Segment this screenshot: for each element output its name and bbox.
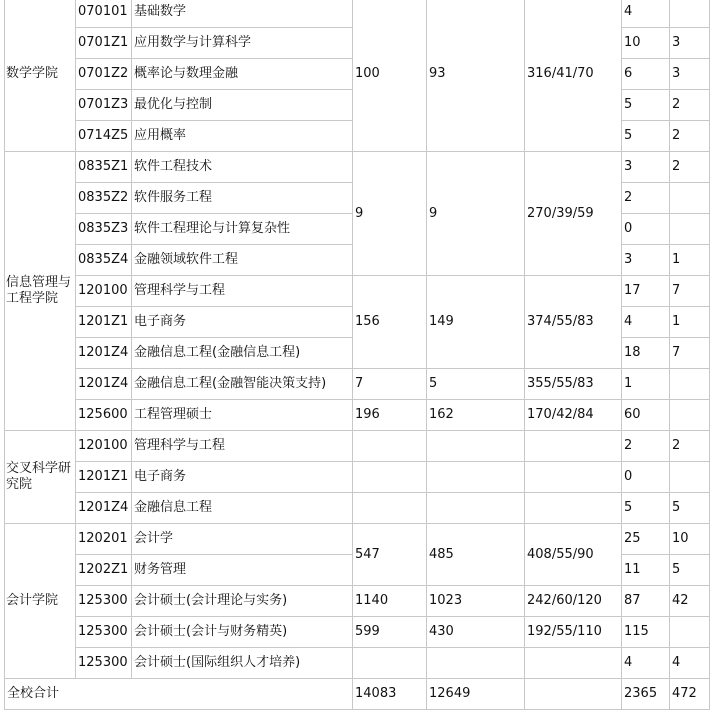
admitted-cell: 9 [427, 152, 525, 276]
admitted-cell: 162 [427, 400, 525, 431]
major-cell: 软件服务工程 [132, 183, 353, 214]
admitted-cell: 485 [427, 524, 525, 586]
enrolled-cell: 0 [622, 214, 670, 245]
enrolled-cell: 1 [622, 369, 670, 400]
major-cell: 金融信息工程(金融信息工程) [132, 338, 353, 369]
enrolled-cell: 115 [622, 617, 670, 648]
scores-cell: 170/42/84 [525, 400, 622, 431]
extra-cell [670, 183, 710, 214]
admitted-cell [427, 493, 525, 524]
major-cell: 软件工程理论与计算复杂性 [132, 214, 353, 245]
admitted-cell [427, 431, 525, 462]
applicants-cell: 100 [353, 0, 427, 152]
table-row [5, 0, 710, 28]
table-row [5, 276, 710, 307]
extra-cell [670, 462, 710, 493]
applicants-cell [353, 431, 427, 462]
code-cell: 1201Z4 [76, 338, 132, 369]
enrolled-cell: 5 [622, 90, 670, 121]
major-cell: 电子商务 [132, 462, 353, 493]
table-row [5, 648, 710, 679]
applicants-cell: 599 [353, 617, 427, 648]
code-cell: 1201Z1 [76, 307, 132, 338]
extra-cell: 2 [670, 152, 710, 183]
enrolled-cell: 17 [622, 276, 670, 307]
admitted-cell: 1023 [427, 586, 525, 617]
extra-cell [670, 0, 710, 28]
scores-cell [525, 431, 622, 462]
major-cell: 工程管理硕士 [132, 400, 353, 431]
scores-cell [525, 493, 622, 524]
total-admitted: 12649 [427, 679, 525, 710]
code-cell: 0835Z1 [76, 152, 132, 183]
extra-cell: 3 [670, 59, 710, 90]
scores-cell: 242/60/120 [525, 586, 622, 617]
major-cell: 管理科学与工程 [132, 276, 353, 307]
total-label: 全校合计 [5, 679, 353, 710]
enrolled-cell: 0 [622, 462, 670, 493]
enrolled-cell: 3 [622, 245, 670, 276]
admitted-cell: 430 [427, 617, 525, 648]
college-cell: 信息管理与工程学院 [5, 152, 76, 431]
enrolled-cell: 2 [622, 183, 670, 214]
table-row [5, 493, 710, 524]
total-enrolled: 2365 [622, 679, 670, 710]
admitted-cell: 149 [427, 276, 525, 369]
scores-cell: 316/41/70 [525, 0, 622, 152]
enrolled-cell: 6 [622, 59, 670, 90]
enrolled-cell: 2 [622, 431, 670, 462]
code-cell: 0714Z5 [76, 121, 132, 152]
extra-cell: 4 [670, 648, 710, 679]
applicants-cell: 9 [353, 152, 427, 276]
college-cell: 会计学院 [5, 524, 76, 679]
code-cell: 0701Z1 [76, 28, 132, 59]
scores-cell [525, 462, 622, 493]
extra-cell: 5 [670, 493, 710, 524]
code-cell: 120100 [76, 431, 132, 462]
enrolled-cell: 5 [622, 493, 670, 524]
applicants-cell: 196 [353, 400, 427, 431]
admitted-cell: 5 [427, 369, 525, 400]
major-cell: 应用数学与计算科学 [132, 28, 353, 59]
admitted-cell [427, 462, 525, 493]
code-cell: 1201Z4 [76, 369, 132, 400]
extra-cell [670, 617, 710, 648]
applicants-cell: 1140 [353, 586, 427, 617]
enrolled-cell: 11 [622, 555, 670, 586]
enrolled-cell: 4 [622, 307, 670, 338]
extra-cell: 7 [670, 338, 710, 369]
code-cell: 0835Z4 [76, 245, 132, 276]
code-cell: 0701Z3 [76, 90, 132, 121]
extra-cell: 7 [670, 276, 710, 307]
major-cell: 会计硕士(会计理论与实务) [132, 586, 353, 617]
applicants-cell [353, 648, 427, 679]
table-row [5, 617, 710, 648]
enrolled-cell: 4 [622, 0, 670, 28]
scores-cell: 270/39/59 [525, 152, 622, 276]
applicants-cell: 547 [353, 524, 427, 586]
table-row [5, 524, 710, 555]
code-cell: 125600 [76, 400, 132, 431]
code-cell: 0835Z3 [76, 214, 132, 245]
applicants-cell: 156 [353, 276, 427, 369]
total-scores [525, 679, 622, 710]
enrolled-cell: 60 [622, 400, 670, 431]
college-cell: 数学学院 [5, 0, 76, 152]
code-cell: 125300 [76, 648, 132, 679]
table-row [5, 586, 710, 617]
enrolled-cell: 10 [622, 28, 670, 59]
major-cell: 最优化与控制 [132, 90, 353, 121]
table-row [5, 369, 710, 400]
extra-cell [670, 214, 710, 245]
enrolled-cell: 18 [622, 338, 670, 369]
major-cell: 会计硕士(会计与财务精英) [132, 617, 353, 648]
enrolled-cell: 3 [622, 152, 670, 183]
scores-cell: 408/55/90 [525, 524, 622, 586]
extra-cell: 1 [670, 307, 710, 338]
major-cell: 基础数学 [132, 0, 353, 28]
code-cell: 0701Z2 [76, 59, 132, 90]
college-cell: 交叉科学研究院 [5, 431, 76, 524]
code-cell: 120100 [76, 276, 132, 307]
code-cell: 1202Z1 [76, 555, 132, 586]
major-cell: 会计硕士(国际组织人才培养) [132, 648, 353, 679]
code-cell: 120201 [76, 524, 132, 555]
scores-cell: 192/55/110 [525, 617, 622, 648]
major-cell: 管理科学与工程 [132, 431, 353, 462]
enrolled-cell: 4 [622, 648, 670, 679]
scores-cell [525, 648, 622, 679]
enrolled-cell: 5 [622, 121, 670, 152]
table-row [5, 462, 710, 493]
code-cell: 0835Z2 [76, 183, 132, 214]
major-cell: 金融领域软件工程 [132, 245, 353, 276]
extra-cell: 10 [670, 524, 710, 555]
extra-cell: 2 [670, 90, 710, 121]
extra-cell: 2 [670, 431, 710, 462]
code-cell: 1201Z1 [76, 462, 132, 493]
enrolled-cell: 87 [622, 586, 670, 617]
total-row [5, 679, 710, 710]
major-cell: 软件工程技术 [132, 152, 353, 183]
admissions-table [4, 0, 710, 710]
major-cell: 会计学 [132, 524, 353, 555]
extra-cell: 1 [670, 245, 710, 276]
enrolled-cell: 25 [622, 524, 670, 555]
major-cell: 应用概率 [132, 121, 353, 152]
total-extra: 472 [670, 679, 710, 710]
code-cell: 125300 [76, 617, 132, 648]
extra-cell: 3 [670, 28, 710, 59]
table-row [5, 431, 710, 462]
code-cell: 125300 [76, 586, 132, 617]
code-cell: 1201Z4 [76, 493, 132, 524]
table-row [5, 152, 710, 183]
scores-cell: 374/55/83 [525, 276, 622, 369]
scores-cell: 355/55/83 [525, 369, 622, 400]
admitted-cell [427, 648, 525, 679]
applicants-cell [353, 462, 427, 493]
major-cell: 电子商务 [132, 307, 353, 338]
applicants-cell: 7 [353, 369, 427, 400]
admitted-cell: 93 [427, 0, 525, 152]
extra-cell [670, 369, 710, 400]
major-cell: 金融信息工程(金融智能决策支持) [132, 369, 353, 400]
extra-cell: 2 [670, 121, 710, 152]
total-applicants: 14083 [353, 679, 427, 710]
table-row [5, 400, 710, 431]
applicants-cell [353, 493, 427, 524]
extra-cell [670, 400, 710, 431]
major-cell: 财务管理 [132, 555, 353, 586]
major-cell: 金融信息工程 [132, 493, 353, 524]
extra-cell: 5 [670, 555, 710, 586]
extra-cell: 42 [670, 586, 710, 617]
code-cell: 070101 [76, 0, 132, 28]
major-cell: 概率论与数理金融 [132, 59, 353, 90]
